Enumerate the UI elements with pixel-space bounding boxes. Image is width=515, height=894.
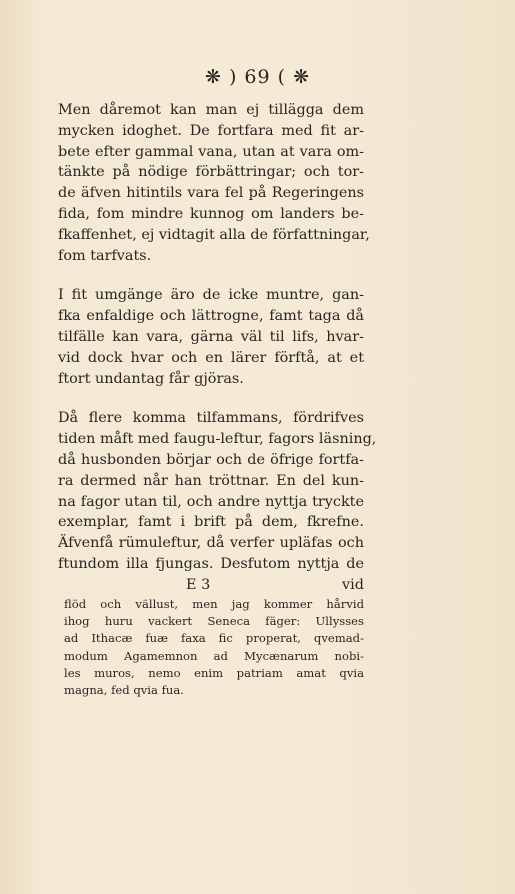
text-line: na fagor utan til, och andre nyttja tryckte — [58, 493, 364, 510]
footnote-line: flöd och vällust, men jag kommer hårvid — [64, 597, 364, 611]
text-line: Men dåremot kan man ej tillägga dem — [58, 102, 364, 118]
paragraph-2 — [58, 285, 364, 389]
text-line: I fit umgänge äro de icke muntre, gan- — [58, 287, 364, 304]
footnote — [64, 596, 364, 699]
text-line: de äfven hitintils vara fel på Regeringens — [58, 185, 364, 202]
text-line: då husbonden börjar och de öfrige fortfa- — [58, 451, 364, 468]
text-line: tiden måft med faugu-leftur, fagors läsning, — [58, 431, 377, 448]
text-line: bete efter gammal vana, utan at vara om- — [58, 143, 364, 160]
footnote-line: magna, fed qvia fua. — [64, 683, 184, 698]
text-line: Då flere komma tilfammans, fördrifves — [58, 410, 364, 427]
paragraph-1 — [58, 100, 370, 266]
footnote-line: les muros, nemo enim patriam amat qvia — [64, 665, 364, 680]
text-line: fida, fom mindre kunnog om landers be- — [58, 205, 364, 222]
footnote-line: ihog huru vackert Seneca fäger: Ullysses — [64, 614, 364, 629]
footnote-line: modum Agamemnon ad Mycænarum nobi- — [64, 648, 364, 663]
main-text — [58, 100, 377, 596]
text-line: vid dock hvar och en lärer förftå, at et — [58, 349, 364, 366]
text-line: tilfälle kan vara, gärna väl til lifs, hvar- — [58, 328, 364, 345]
text-line: tänkte på nödige förbättringar; och tor- — [58, 164, 364, 181]
footnote-line: ad Ithacæ fuæ faxa fic properat, qvemad- — [64, 631, 364, 646]
text-line: ra dermed når han tröttnar. En del kun- — [58, 472, 364, 489]
text-line: Äfvenfå rümuleftur, då verfer upläfas och — [58, 535, 364, 552]
text-line: ftort undantag får gjöras. — [58, 370, 244, 387]
page-header: ❋ ) 69 ( ❋ — [205, 66, 310, 88]
text-line: fka enfaldige och lättrogne, famt taga då — [58, 308, 364, 325]
text-line: ftundom illa fjungas. Desfutom nyttja de — [58, 555, 364, 572]
catchword: vid — [342, 576, 364, 593]
text-line: fom tarfvats. — [58, 247, 152, 264]
signature-line — [58, 575, 364, 596]
paragraph-3 — [58, 408, 377, 574]
text-line: fkaffenhet, ej vidtagit alla de författningar, — [58, 226, 370, 243]
text-line: mycken idoghet. De fortfara med fit ar- — [58, 122, 364, 139]
signature-mark: E 3 — [186, 576, 211, 593]
text-line: exemplar, famt i brift på dem, fkrefne. — [58, 514, 364, 531]
